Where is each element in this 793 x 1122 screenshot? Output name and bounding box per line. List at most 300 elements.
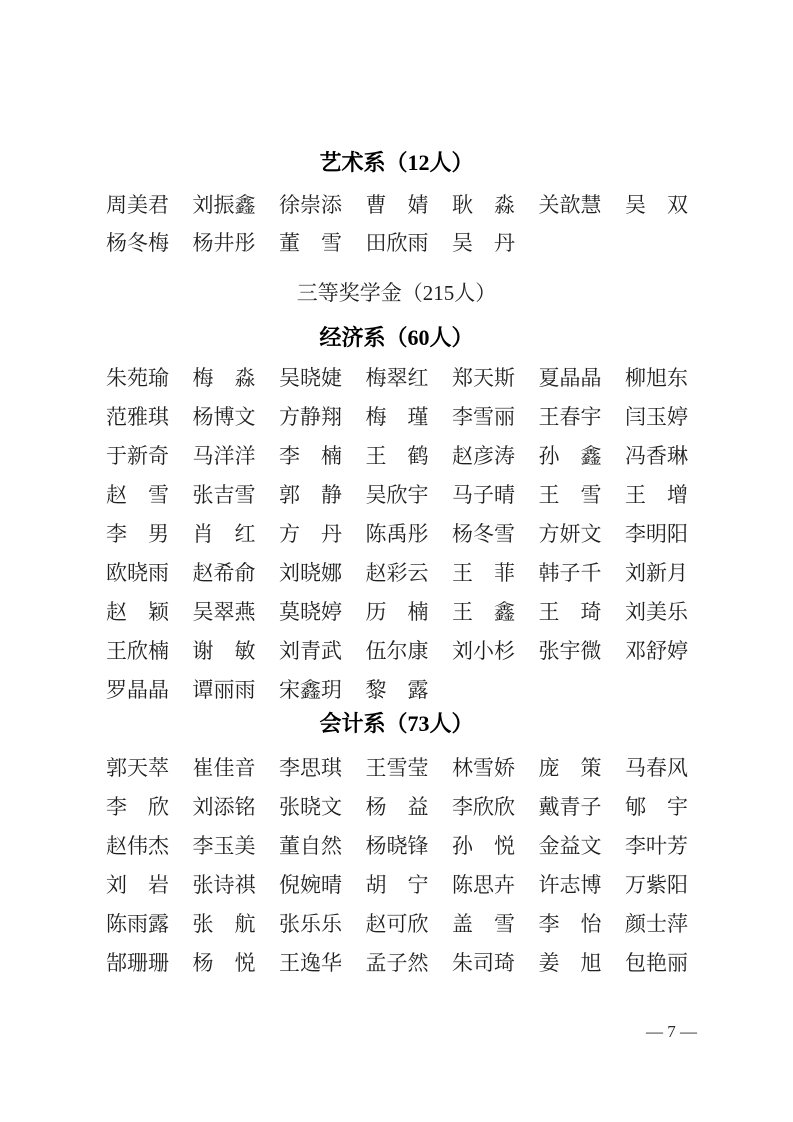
name-character: 可 [386,912,408,936]
name-character: 赵 [106,483,127,507]
student-name [279,562,342,585]
name-character: 井 [213,230,235,255]
student-name [539,874,602,897]
name-character: 赵 [106,600,127,624]
name-character: 晶 [127,678,148,702]
name-character: 罗 [106,678,127,702]
name-character: 杰 [148,834,169,858]
name-character: 新 [127,444,148,468]
name-character: 慧 [580,192,602,217]
name-character: 方 [538,522,560,546]
name-character: 郑 [452,366,473,390]
name-character: 铭 [234,795,256,819]
name-character: 男 [148,522,169,546]
name-character: 涛 [494,444,515,468]
name-character: 宇 [559,639,581,663]
student-name [452,835,515,858]
name-character: 晶 [559,366,581,390]
name-character: 苑 [127,366,148,390]
name-character: 敏 [234,639,256,663]
student-name [625,194,688,217]
name-character: 崇 [300,192,321,217]
student-name [366,874,429,897]
name-character: 吴 [625,192,646,217]
name-character: 菲 [494,561,515,585]
name-character: 莫 [279,600,300,624]
name-character: 雪 [321,230,342,255]
name-character: 李 [452,405,473,429]
name-character: 萃 [148,756,169,780]
name-character: 叶 [646,834,667,858]
student-name [452,874,515,897]
student-name [366,757,429,780]
name-character: 新 [646,561,667,585]
student-name [625,445,688,468]
name-character: 洋 [213,444,235,468]
name-character: 董 [279,834,300,858]
student-name [193,406,256,429]
name-character: 文 [580,522,602,546]
name-row [106,944,688,983]
name-row [106,671,688,710]
student-name [279,874,342,897]
name-character: 诗 [213,873,235,897]
name-character: 闫 [625,405,646,429]
name-character: 晓 [300,366,321,390]
name-character: 刘 [192,192,214,217]
name-character: 娜 [321,561,342,585]
name-character: 香 [646,444,667,468]
name-character: 振 [213,192,235,217]
student-name [539,523,602,546]
name-character: 郜 [106,951,127,975]
student-name [366,679,429,702]
name-character: 董 [279,230,300,255]
student-name [366,367,429,390]
name-character: 锋 [407,834,429,858]
name-character: 田 [365,230,387,255]
name-character: 梅 [365,366,387,390]
name-character: 佳 [213,756,235,780]
name-character: 子 [473,483,494,507]
name-character: 曹 [365,192,387,217]
student-name [193,913,256,936]
name-character: 杨 [192,405,214,429]
name-character: 宇 [580,405,602,429]
name-character: 王 [538,405,560,429]
student-name [539,835,602,858]
name-row [106,186,688,224]
student-name [106,679,169,702]
name-character: 王 [365,756,387,780]
name-character: 万 [625,873,646,897]
student-name [279,835,342,858]
name-character: 晶 [580,366,602,390]
name-character: 王 [452,600,473,624]
student-name [106,601,169,624]
name-character: 周 [106,192,127,217]
name-character: 晓 [127,561,148,585]
name-character: 吴 [452,230,473,255]
name-row [106,593,688,632]
name-character: 赵 [106,834,127,858]
name-character: 晓 [300,795,321,819]
name-character: 欣 [494,795,515,819]
name-character: 冬 [473,522,494,546]
name-character: 崔 [192,756,214,780]
name-character: 司 [473,951,494,975]
name-character: 瑜 [148,366,169,390]
name-row [106,476,688,515]
name-character: 王 [106,639,127,663]
name-character: 陈 [106,912,127,936]
name-character: 子 [580,795,602,819]
name-row [106,749,688,788]
name-row [106,224,688,262]
student-name [625,835,688,858]
name-character: 刘 [452,639,473,663]
name-character: 历 [365,600,387,624]
student-name [625,484,688,507]
department-heading: 经济系（60人） [319,325,474,350]
student-name [366,601,429,624]
name-character: 吉 [213,483,235,507]
name-character: 欧 [106,561,127,585]
name-character: 李 [538,912,560,936]
name-character: 晓 [300,561,321,585]
student-name [106,523,169,546]
student-name [539,445,602,468]
name-character: 张 [192,483,214,507]
student-name [452,913,515,936]
student-name [106,874,169,897]
name-character: 盖 [452,912,473,936]
name-character: 陈 [452,873,473,897]
name-character: 明 [646,522,667,546]
name-character: 刘 [279,639,300,663]
name-character: 红 [407,366,429,390]
name-character: 杨 [106,230,127,255]
student-name [106,194,169,217]
student-name [625,913,688,936]
student-name [106,562,169,585]
name-character: 冯 [625,444,646,468]
name-character: 雪 [234,483,256,507]
name-character: 鑫 [580,444,602,468]
name-character: 小 [473,639,494,663]
name-character: 琪 [148,405,169,429]
student-name [539,757,602,780]
department-heading: 艺术系（12人） [319,150,474,175]
student-name [193,445,256,468]
student-name [106,640,169,663]
name-character: 李 [279,756,300,780]
student-name [193,679,256,702]
name-character: 张 [279,912,300,936]
name-character: 李 [106,522,127,546]
student-name [193,523,256,546]
student-name [625,406,688,429]
name-character: 欣 [386,230,408,255]
name-character: 王 [625,483,646,507]
student-name [366,562,429,585]
name-character: 旭 [580,951,602,975]
name-character: 乐 [300,912,321,936]
name-character: 娇 [494,756,515,780]
name-character: 歆 [559,192,581,217]
name-character: 益 [559,834,581,858]
name-character: 谢 [192,639,214,663]
student-name [193,952,256,975]
name-character: 美 [646,600,667,624]
student-name [625,367,688,390]
name-character: 婉 [300,873,321,897]
name-character: 君 [148,192,169,217]
name-character: 丽 [667,951,688,975]
name-character: 许 [538,873,560,897]
student-name [539,484,602,507]
name-character: 李 [452,795,473,819]
name-character: 祺 [234,873,256,897]
name-character: 王 [365,444,387,468]
name-character: 婕 [321,366,342,390]
student-name [539,562,602,585]
name-character: 梅 [365,405,387,429]
name-character: 玉 [646,405,667,429]
name-character: 自 [300,834,321,858]
student-name [366,835,429,858]
name-character: 静 [321,483,342,507]
name-character: 琦 [580,600,602,624]
student-name [279,913,342,936]
name-character: 添 [213,795,235,819]
name-character: 琦 [494,951,515,975]
name-character: 萍 [667,912,688,936]
name-character: 露 [148,912,169,936]
student-name [539,952,602,975]
student-name [625,640,688,663]
name-character: 文 [234,405,256,429]
student-name [193,874,256,897]
name-character: 欣 [148,795,169,819]
name-character: 吴 [365,483,387,507]
name-character: 阳 [667,522,688,546]
student-name [366,406,429,429]
name-character: 孟 [365,951,387,975]
name-character: 谭 [192,678,214,702]
name-character: 徐 [279,192,300,217]
student-name [279,601,342,624]
name-row [106,437,688,476]
name-character: 关 [538,192,560,217]
name-character: 丽 [494,405,515,429]
name-character: 杨 [192,951,214,975]
name-character: 张 [192,873,214,897]
student-name [539,406,602,429]
name-character: 怡 [580,912,602,936]
student-name [193,640,256,663]
name-character: 悦 [234,951,256,975]
name-character: 李 [625,834,646,858]
name-character: 耿 [452,192,473,217]
student-name [452,523,515,546]
name-character: 风 [667,756,688,780]
student-name [452,232,515,255]
name-character: 逸 [300,951,321,975]
name-character: 吴 [192,600,214,624]
name-character: 伟 [127,834,148,858]
name-character: 李 [192,834,214,858]
name-character: 淼 [494,192,515,217]
student-name [452,484,515,507]
name-character: 李 [279,444,300,468]
name-character: 张 [192,912,214,936]
name-character: 琳 [667,444,688,468]
name-character: 武 [321,639,342,663]
name-character: 杨 [365,795,387,819]
name-character: 鑫 [494,600,515,624]
name-character: 博 [580,873,602,897]
student-name [539,194,602,217]
name-character: 雪 [148,483,169,507]
name-character: 俞 [234,561,256,585]
name-character: 天 [473,366,494,390]
name-character: 美 [234,834,256,858]
name-character: 博 [213,405,235,429]
student-name [279,952,342,975]
student-name [279,796,342,819]
name-character: 雪 [494,522,515,546]
name-character: 莹 [407,756,429,780]
name-character: 希 [213,561,235,585]
name-character: 夏 [538,366,560,390]
name-character: 王 [279,951,300,975]
name-character: 金 [538,834,560,858]
name-character: 奇 [148,444,169,468]
name-character: 雪 [386,756,408,780]
student-name [366,232,429,255]
student-name [279,367,342,390]
name-character: 朱 [452,951,473,975]
name-character: 云 [407,561,429,585]
name-row [106,905,688,944]
name-character: 雨 [234,678,256,702]
name-character: 冬 [127,230,148,255]
name-character: 马 [625,756,646,780]
name-character: 艳 [646,951,667,975]
name-character: 鑫 [234,192,256,217]
name-character: 晓 [386,834,408,858]
name-character: 露 [407,678,429,702]
name-character: 郭 [106,756,127,780]
name-character: 张 [538,639,560,663]
name-character: 陈 [365,522,387,546]
name-character: 欣 [473,795,494,819]
name-character: 子 [559,561,581,585]
name-character: 李 [106,795,127,819]
name-character: 楠 [148,639,169,663]
name-character: 雪 [580,483,602,507]
student-name [366,445,429,468]
name-character: 方 [279,522,300,546]
student-name [625,562,688,585]
student-name [625,952,688,975]
name-character: 郇 [625,795,646,819]
student-name [366,640,429,663]
name-character: 禹 [386,522,408,546]
student-name [279,484,342,507]
student-name [452,757,515,780]
name-character: 婷 [667,405,688,429]
name-row [106,398,688,437]
name-character: 胡 [365,873,387,897]
name-character: 妍 [559,522,581,546]
student-name [539,913,602,936]
student-name [106,445,169,468]
student-name [625,757,688,780]
student-name [279,640,342,663]
student-name [106,232,169,255]
name-character: 刘 [192,795,214,819]
name-character: 微 [580,639,602,663]
student-name [366,796,429,819]
student-name [193,232,256,255]
name-row [106,788,688,827]
name-character: 方 [279,405,300,429]
name-character: 华 [321,951,342,975]
student-name [193,367,256,390]
name-character: 舒 [646,639,667,663]
name-character: 王 [538,600,560,624]
name-character: 策 [580,756,602,780]
name-character: 王 [538,483,560,507]
name-character: 文 [321,795,342,819]
name-character: 欣 [386,483,408,507]
name-character: 孙 [538,444,560,468]
student-name [452,952,515,975]
name-character: 彩 [386,561,408,585]
name-character: 玉 [213,834,235,858]
name-character: 紫 [646,873,667,897]
student-name [193,194,256,217]
name-character: 丹 [494,230,515,255]
name-character: 邓 [625,639,646,663]
name-row [106,359,688,398]
name-character: 杨 [365,834,387,858]
name-character: 士 [646,912,667,936]
name-character: 宁 [407,873,429,897]
student-name [106,796,169,819]
name-character: 思 [473,873,494,897]
name-character: 雪 [494,912,515,936]
student-name [625,796,688,819]
name-character: 红 [234,522,256,546]
student-name [625,523,688,546]
name-character: 颜 [625,912,646,936]
name-character: 志 [559,873,581,897]
student-name [452,445,515,468]
name-character: 静 [300,405,321,429]
name-character: 鑫 [300,678,321,702]
name-character: 珊 [148,951,169,975]
student-name [193,757,256,780]
name-character: 晶 [148,678,169,702]
name-character: 翠 [386,366,408,390]
student-name [193,562,256,585]
name-character: 婷 [667,639,688,663]
name-character: 洋 [234,444,256,468]
name-character: 庞 [538,756,560,780]
